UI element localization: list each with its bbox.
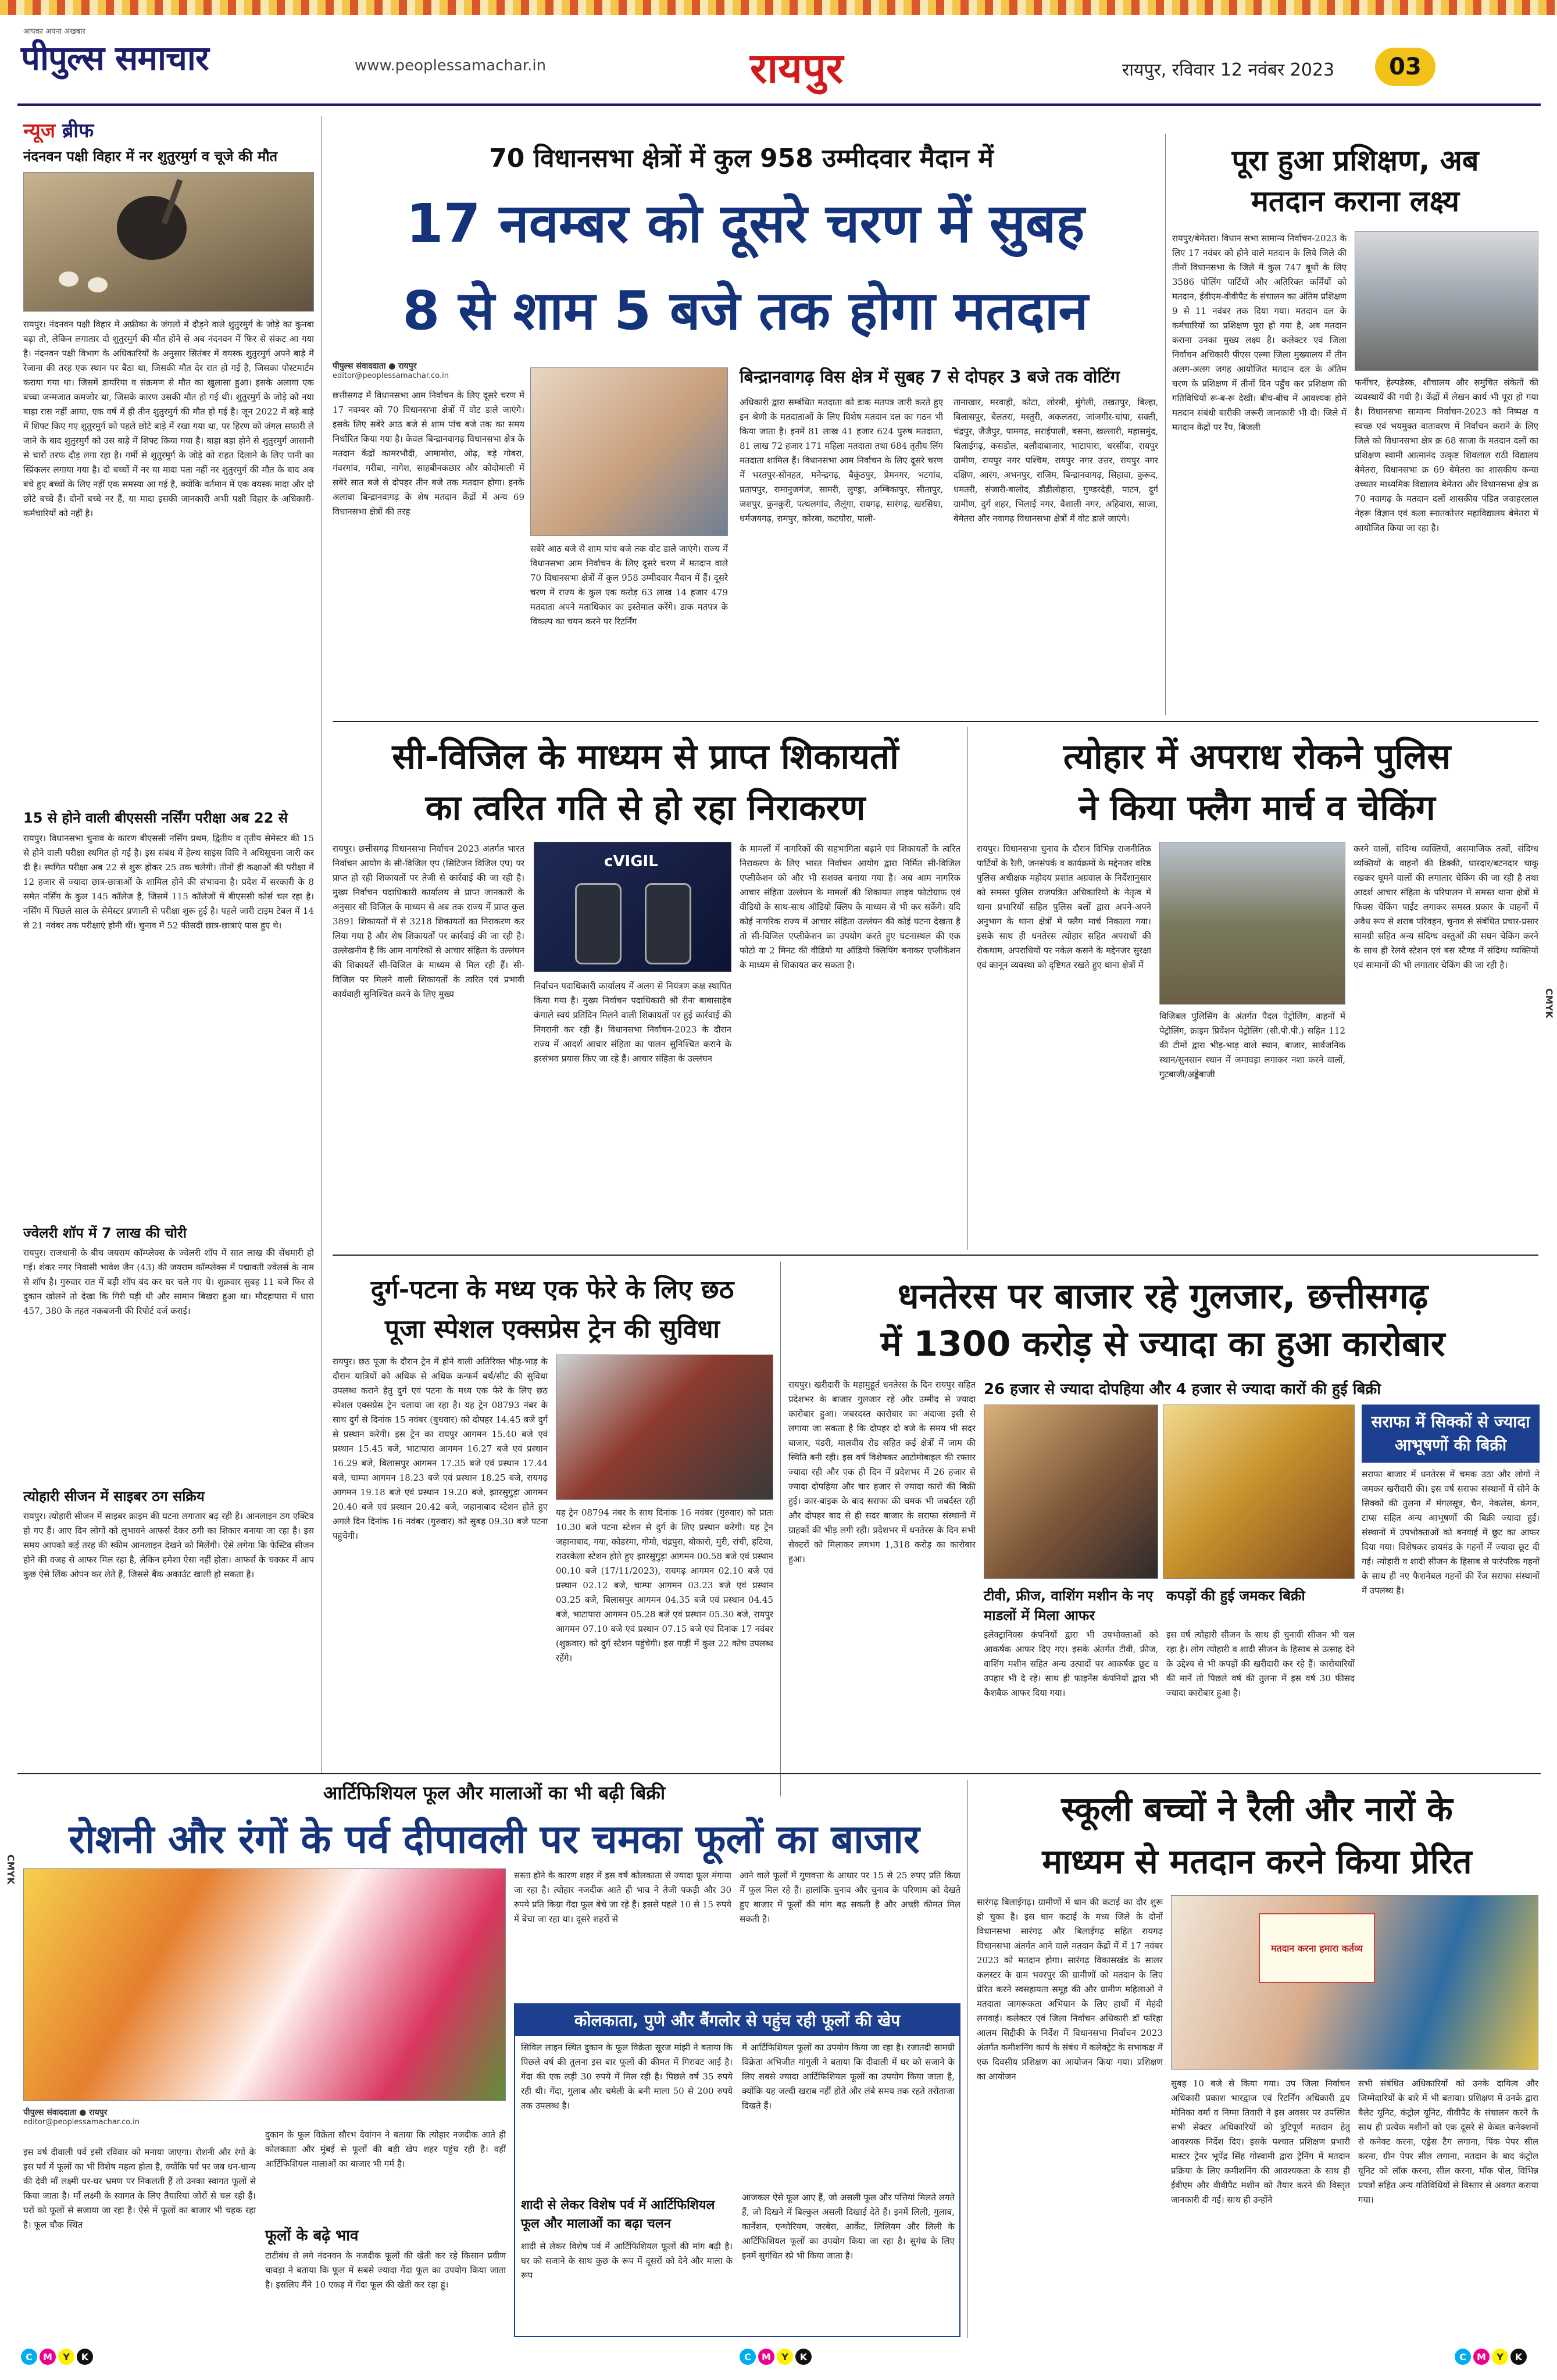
training-headline-line2: मतदान कराना लक्ष्य: [1251, 184, 1460, 218]
news-brief-column: [23, 116, 314, 1773]
lead-subhead: बिन्द्रानवागढ़ विस क्षेत्र में सुबह 7 से दोपहर 3 बजे तक वोटिंग: [740, 367, 1120, 387]
lead-divider: [1165, 134, 1166, 715]
news-brief-label: न्यूज ब्रीफ: [23, 119, 94, 142]
lead-headline-line2: 8 से शाम 5 बजे तक होगा मतदान: [402, 280, 1088, 342]
cvigil-col-1: रायपुर। छत्तीसगढ़ विधानसभा निर्वाचन 2023 अंतर्गत भारत निर्वाचन आयोग के सी-विजिल एप (सिटिजन विजिल एप) पर प्राप्त हो रही शिकायतों पर तेजी से कार्रवाई की जा रही है। मुख्य निर्वाचन पदाधिकारी कार्यालय से प्राप्त जानकारी के अनुसार सी विजिल के माध्यम से अब तक राज्य में प्राप्त कुल 3891 शिकायतों में से 3218 शिकायतों का निराकरण कर लिया गया है और शेष शिकायतों पर कार्रवाई की जा रही है। उल्लेखनीय है कि आम नागरिकों से आचार संहिता के उल्लंघन की शिकायतें सी-विजिल के माध्यम से मिल रही हैं। सी-विजिल पर मिलने वाली शिकायतों के त्वरित एवं प्रभावी कार्यवाही सुनिश्चित करने के लिए मुख्य: [333, 844, 524, 999]
sarafa-box-body: सराफा बाजार में धनतेरस में चमक उठा और लोगों ने जमकर खरीदारी की। इस वर्ष सराफा संस्थानों में सोने के सिक्कों की तुलना में मंगलसूत्र, चैन, नेकलेस, कंगन, टाप्स सहित अन्य आभूषणों की बिक्री ज्यादा हुई। संस्थानों में उपभोक्ताओं को बनवाई में छूट का आफर दिया गया। विशेषकर डायमंड के गहनों में ज्यादा छूट दी गई। त्योहारी व शादी सीजन के हिसाब से पारंपरिक गहनों के साथ ही नए फैशनेबल गहनों की रेंज सराफा संस्थानों में उपलब्ध है।: [1362, 1469, 1540, 1596]
flagmarch-headline-line1: त्योहार में अपराध रोकने पुलिस: [1063, 737, 1451, 777]
brief-divider: [321, 116, 322, 1773]
rally-col-1: सारंगढ़ बिलाईगढ़। ग्रामीणों में धान की कटाई का दौर शुरू हो चुका है। इस धान कटाई के मध्य जिले के दोनों विधानसभा सारंगढ़ और बिलाईगढ़ सहित रायगढ़ विधानसभा अंतर्गत आने वाले मतदान केंद्रों में में 17 नवंबर 2023 को मतदान होगा। सारंगढ़ विकासखंड के सालर कलस्टर के ग्राम भवरपुर की ग्रामीणों को मतदान के लिए प्रेरित करने स्वसहायता समूह की और ग्रामीण महिलाओं ने मतदाता जागरूकता अभियान के लिए हाथों में मेहंदी लगवाई। कलेक्टर एवं जिला निर्वाचन अधिकारी डॉ फरिहा आलम सिद्दीकी के निर्देश में विधानसभा निर्वाचन 2023 अंतर्गत कमीशनिंग कार्य के संबंध में कलेक्ट्रेट के सभाकक्ष में एक दिवसीय प्रशिक्षण का आयोजन किया गया। प्रशिक्षण का आयोजन: [977, 1897, 1163, 2082]
lead-col-3: अधिकारी द्वारा सम्बंधित मतदाता को डाक मतपत्र जारी करते हुए इन श्रेणी के मतदाताओं के लिए विशेष मतदान दल का गठन भी किया जाता है। इनमें 81 लाख 41 हजार 624 पुरुष मतदाता, 81 लाख 72 हजार 171 महिला मतदाता तथा 684 तृतीय लिंग मतदाता शामिल हैं। विधानसभा आम निर्वाचन के लिए दूसरे चरण में भरतपुर-सोनहत, मनेन्द्रगढ़, बैकुंठपुर, प्रेमनगर, भटगांव, प्रतापपुर, रामानुजगंज, सामरी, लुण्ड्रा, अम्बिकापुर, सीतापुर, जशपुर, कुनकुरी, पत्थलगांव, लैलूंगा, रायगढ़, सारंगढ़, खरसिया, धर्मजयगढ़, रामपुर, कोरबा, कटघोरा, पाली-: [740, 397, 943, 524]
flowers-col-1: इस वर्ष दीवाली पर्व इसी रविवार को मनाया जाएगा। रोशनी और रंगों के इस पर्व में फूलों का भी विशेष महत्व होता है, क्योंकि पर्व पर जब धन-धान्य की देवी माँ लक्ष्मी घर-घर भ्रमण पर निकलती हैं तो उनका स्वागत फूलों से किया जाता है। माँ लक्ष्मी के स्वागत के लिए तैयारियां जोरों से चल रही हैं। घरों को फूलों से सजाया जा रहा है। ऐसे में फूलों का बाजार भी चहक रहा है। फूल चौक स्थित: [23, 2147, 256, 2230]
brief-4-title: त्योहारी सीजन में साइबर ठग सक्रिय: [23, 1488, 205, 1505]
flower-market-photo: [23, 1868, 506, 2101]
train-divider: [780, 1262, 781, 1796]
lead-headline-line1: 17 नवम्बर को दूसरे चरण में सुबह: [406, 192, 1085, 255]
flowers-box-col-1b: शादी से लेकर विशेष पर्व में आर्टिफिशियल फूलों की मांग बढ़ी है। घर को सजाने के साथ कुछ के रूप में दूसरों को देने और माला के रूप: [521, 2241, 733, 2281]
flowers-byline: पीपुल्स संवाददाता ● रायपुर: [23, 2108, 108, 2117]
voting-finger-photo: [530, 367, 728, 536]
lead-email[interactable]: editor@peoplessamachar.co.in: [333, 371, 449, 380]
flowers-col-4: आने वाले फूलों में गुणवत्ता के आधार पर 15 से 25 रुपए प्रति किग्रा में फूल मिल रहे हैं। हालांकि चुनाव और चुनाव के परिणाम को देखते हुए बाजार में फूलों की मांग बढ़ सकती है और अच्छी कीमत मिल सकती है।: [740, 1870, 960, 1924]
flowers-box-title: कोलकाता, पुणे और बैंगलोर से पहुंच रही फूलों की खेप: [515, 2004, 959, 2036]
cvigil-divider: [967, 727, 968, 1250]
top-decor-strip: [0, 0, 1557, 15]
dhanteras-headline-line2: में 1300 करोड़ से ज्यादा का हुआ कारोबार: [880, 1324, 1445, 1364]
city-edition: रायपुर: [750, 44, 844, 92]
footer-registration-center: C M Y K: [738, 2349, 813, 2365]
side-registration-right: CMYK: [1544, 988, 1555, 1019]
cvigil-headline-line1: सी-विजिल के माध्यम से प्राप्त शिकायतों: [392, 737, 899, 777]
masthead-rule: [17, 103, 1541, 106]
footer-registration-left: C M Y K: [20, 2349, 94, 2365]
lead-byline: पीपुल्स संवाददाता ● रायपुर: [333, 362, 417, 371]
rally-headline-line2: माध्यम से मतदान करने किया प्रेरित: [1042, 1842, 1472, 1881]
brief-1-body: रायपुर। नंदनवन पक्षी विहार में अफ्रीका के जंगलों में दौड़ने वाले शुतुरमुर्ग के जोड़े का कुनबा बढ़ा तो, लेकिन लगातार दो शुतुरमुर्ग की मौत होने से अब नंदनवन में फिर से संकट आ गया है। नंदनवन पक्षी विभाग के अधिकारियों के अनुसार सितंबर में वयस्क शुतुरमुर्ग अपने बाड़े में रेजाना की तरह एक स्थान पर बैठा था, जिसकी मौत देर रात हो गई है, जिसका पोस्टमार्टम कराया गया था। जिसमें डायरिया व संक्रमण से मौत का खुलासा हुआ। इसके अलावा एक बच्चा जन्मजात कमजोर था, जिसके कारण उसकी मौत हो गई थी। शुतुरमुर्ग के जोड़े को नया बाड़ा रास नहीं आया, एक वर्ष में ही तीन शुतुरमुर्ग की मौत हो गई है। जून 2022 में बड़े बाड़े में शिफ्ट किए गए शुतुरमुर्ग को पहले छोटे बाड़े में रखा गया था, पर हिरण को जंगल सफारी ले जाने के बाद शुतुरमुर्ग को उस बाड़े में शिफ्ट किया गया है। बाड़ा बड़ा होने से शुतुरमुर्ग आसानी से चारों तरफ दौड़ लगा रहा है। गर्मी से शुतुरमुर्ग के जोड़े को राहत दिलाने के लिए पानी का स्प्रिंकलर लगाया गया है। दो बच्चों में नर या मादा पता नहीं नर शुतुरमुर्ग की मौत के बाद अब बचे हुए बच्चों के लिए नहीं एक समस्या आ गई है, क्योंकि वर्तमान में एक वयस्क मादा और दो छोटे बच्चे हैं। दोनों बच्चे नर हैं, या मादा इसकी जानकारी अभी पक्षी विहार के अधिकारी-कर्मचारियों को नहीं है।: [23, 319, 314, 519]
side-registration-left: CMYK: [5, 1854, 16, 1885]
flowers-box-subhead: शादी से लेकर विशेष पर्व में आर्टिफिशियल फूल और मालाओं का बढ़ा चलन: [521, 2198, 715, 2231]
flowers-byline-box: [23, 2107, 233, 2127]
flowers-col-3: सस्ता होने के कारण शहर में इस वर्ष कोलकाता से ज्यादा फूल मंगाया जा रहा है। त्योहार नजदीक आते ही भाव ने तेजी पकड़ी और 30 रुपये प्रति किग्रा गेंदा फूल बेचे जा रहे हैं। इससे पहले 10 से 15 रुपये में बेचा जा रहा था। दूसरे शहरों से: [514, 1870, 731, 1924]
jewellery-shop-photo: [1163, 1405, 1355, 1579]
section-rule-3: [17, 1773, 1541, 1774]
flagmarch-col-1: रायपुर। विधानसभा चुनाव के दौरान विभिन्न राजनीतिक पार्टियों के रैली, जनसंपर्क व कार्यक्रमों के मद्देनजर वरिष्ठ पुलिस अधीक्षक महोदय प्रशांत अग्रवाल के निर्देशानुसार को समस्त पुलिस राजपत्रित अधिकारियों के नेतृत्व में थाना प्रभारियों सहित पुलिस बलों द्वारा अपने-अपने अनुभाग के थाना क्षेत्रों में फ्लैग मार्च निकाला गया। इसके साथ ही धनतेरस त्योहार सहित अपराधों की रोकथाम, अपराधियों पर नकेल कसने के मद्देनजर सुरक्षा एवं कानून व्यवस्था को दृष्टिगत रखते हुए थाना क्षेत्रों में: [977, 844, 1151, 970]
flowers-box-col-2b: आजकल ऐसे फूल आए हैं, जो असली फूल और पत्तियां मिलते लगते हैं, जो दिखने में बिल्कुल असली दिखाई देते हैं। इनमें लिली, गुलाब, कार्नेशन, एन्थोरियम, जरबेरा, आर्केट, लिलियम और लिली के आर्टिफिशियल फूलों का उपयोग किया जा रहा है। सुगंध के लिए इनमें सुगंधित स्प्रे भी किया जाता है।: [742, 2192, 955, 2261]
brief-3-body: रायपुर। राजधानी के बीच जयराम कॉम्प्लेक्स के ज्वेलरी शॉप में सात लाख की सेंधमारी हो गई। शंकर नगर निवासी भावेश जैन (43) की जयराम कॉम्प्लेक्स में पद्मावती ज्वेलर्स के नाम से शॉप है। गुरुवार रात में बड़ी शॉप बंद कर घर चले गए थे। शुक्रवार सुबह 11 बजे फिर से दुकान खोलने तो देखा कि गिरी पड़ी थी और सामान बिखरा हुआ था। मौदहापारा में धारा 457, 380 के तहत नकबजनी की रिपोर्ट दर्ज कराई।: [23, 1248, 314, 1316]
brief-4-body: रायपुर। त्योहारी सीजन में साइबर क्राइम की घटना लगातार बढ़ रही है। आनलाइन ठग एक्टिव हो गए हैं। आए दिन लोगों को लुभावने आफर्स देकर ठगी का शिकार बनाया जा रहा है। इस समय आपको कई तरह की स्कीम आनलाइन देखने को मिलेंगी। ऐसे लगेगा कि फेस्टिव सीजन होने की वजह से आफर मिल रहा है, लेकिन हमेशा ऐसा नहीं होता। आफर्स के चक्कर में आप कुछ ऐसे लिंक ओपन कर लेते हैं, जिससे बैंक अकाउंट खाली हो सकता है।: [23, 1511, 314, 1579]
flowers-box-col-1: सिविल लाइन स्थित दुकान के फूल विक्रेता सूरज मांझी ने बताया कि पिछले वर्ष की तुलना इस बार फूलों की कीमत में गिरावट आई है। गेंदा की एक लड़ी 30 रुपये में मिल रही है। पिछले वर्ष 35 रुपये रही थी। गेंदा, गुलाब और चमेली के बनी माला 50 से 200 रुपये तक उपलब्ध है।: [521, 2042, 733, 2111]
rally-headline-line1: स्कूली बच्चों ने रैली और नारों के: [1061, 1789, 1453, 1829]
flowers-sourcing-box: [514, 2003, 960, 2337]
tv-offer-title: टीवी, फ्रीज, वाशिंग मशीन के नए माडलों में मिला आफर: [984, 1588, 1154, 1624]
training-hall-photo: [1355, 231, 1538, 371]
students-rally-photo: [1171, 1895, 1538, 2070]
train-headline-line2: पूजा स्पेशल एक्सप्रेस ट्रेन की सुविधा: [385, 1314, 720, 1344]
flowers-email[interactable]: editor@peoplessamachar.co.in: [23, 2118, 140, 2127]
flowers-box-col-2: में आर्टिफिशियल फूलों का उपयोग किया जा रहा है। रजातदी सामग्री विक्रेता अभिजीत गांगुली ने बताया कि दीवाली में घर को सजाने के लिए सबसे ज्यादा आर्टिफिशियल फूलों का उपयोग किया जाता है, क्योंकि यह जल्दी खराब नहीं होते और लंबे समय तक रहते तरोताजा दिखते हैं।: [742, 2042, 955, 2111]
lead-col-4: तानाखार, मरवाही, कोटा, लोरमी, मुंगेली, तखतपुर, बिल्हा, बिलासपुर, बेलतरा, मस्तुरी, अकलतरा, जांजगीर-चांपा, सक्ती, चंद्रपुर, जैजैपुर, पामगढ़, सराईपाली, बसना, खल्लारी, महासमुंद, बिलाईगढ़, कसडोल, बलौदाबाजार, भाटापारा, धरसींवा, रायपुर ग्रामीण, रायपुर नगर पश्चिम, रायपुर नगर उत्तर, रायपुर नगर दक्षिण, आरंग, अभनपुर, राजिम, बिन्द्रानवागढ़, सिहावा, कुरूद, धमतरी, संजारी-बालोद, डौंडीलोहारा, गुण्डरदेही, पाटन, दुर्ग ग्रामीण, दुर्ग शहर, भिलाई नगर, वैशाली नगर, अहिवारा, साजा, बेमेतरा और नवागढ़ विधानसभा क्षेत्रों में वोट डाले जाएंगे।: [954, 397, 1158, 524]
footer-registration-right: C M Y K: [1454, 2349, 1528, 2365]
train-col-1: रायपुर। छठ पूजा के दौरान ट्रेन में होने वाली अतिरिक्त भीड़-भाड़ के दौरान यात्रियों को अधिक से अधिक कन्फर्म बर्थ/सीट की सुविधा उपलब्ध कराने हेतु दुर्ग एवं पटना के मध्य एक फेरे के लिए छठ स्पेशल एक्सप्रेस ट्रेन चलाया जा रहा है। यह ट्रेन 08793 नंबर के साथ दुर्ग से दिनांक 15 नवंबर (बुधवार) को दोपहर 14.45 बजे दुर्ग से प्रस्थान करेगी। इस ट्रेन का रायपुर आगमन 15.40 बजे एवं प्रस्थान 15.45 बजे, भाटापारा आगमन 16.27 बजे एवं प्रस्थान 16.29 बजे, बिलासपुर आगमन 17.35 बजे एवं प्रस्थान 17.44 बजे, चाम्पा आगमन 18.23 बजे एवं प्रस्थान 18.25 बजे, रायगढ़ आगमन 19.18 बजे एवं प्रस्थान 19.20 बजे, झारसुगुड़ा आगमन 20.40 बजे एवं प्रस्थान 20.42 बजे, जहानाबाद स्टेशन होते हुए अगले दिन दिनांक 16 नवंबर (गुरुवार) को सुबह 09.30 बजे पटना पहुंचेगी।: [333, 1356, 548, 1541]
dateline: रायपुर, रविवार 12 नवंबर 2023: [1122, 60, 1335, 80]
tv-offer-body: इलेक्ट्रानिक्स कंपनियों द्वारा भी उपभोक्ताओं को आकर्षक आफर दिए गए। इसके अंतर्गत टीवी, फ्रीज, वाशिंग मशीन सहित अन्य उत्पादों पर आकर्षक छूट व उपहार भी दे रहे। साथ ही फाइनेंस कंपनियों द्वारा भी कैशबैक आफर दिया गया।: [984, 1629, 1158, 1698]
flowers-headline: रोशनी और रंगों के पर्व दीपावली पर चमका फूलों का बाजार: [69, 1817, 920, 1863]
rally-col-3: सभी संबंधित अधिकारियों को उनके दायित्व और जिम्मेदारियों के बारे में भी बताया। प्रशिक्षण में उनके द्वारा बैलेट यूनिट, कंट्रोल यूनिट, वीवीपैट के संचालन करने के साथ ही प्रत्येक मशीनों को एक दूसरे से केबल कनेक्शनों से कनेक्ट करना, एड्रेस टैग लगाना, पिंक पेपर सील करना, ग्रीन पेपर सील लगाना, मतदान के बाद कंट्रोल यूनिट को लॉक करना, सील करना, मॉक पोल, विभिन्न प्रपत्रों सहित अन्य गतिविधियों से विस्तार से अवगत कराया गया।: [1358, 2078, 1538, 2205]
cvigil-col-3: के मामलों में नागरिकों की सहभागिता बढ़ाने एवं शिकायतों के त्वरित निराकरण के लिए भारत निर्वाचन आयोग द्वारा निर्मित सी-विजिल एप्लीकेशन को और भी सशक्त बनाया गया है। अब आम नागरिक आचार संहिता उल्लंघन के मामलों की शिकायत लाइव फोटोग्राफ एवं वीडियो के साथ-साथ ऑडियो क्लिप के माध्यम से भी कर सकेंगे। यदि कोई नागरिक राज्य में आचार संहिता उल्लंघन की कोई घटना देखता है तो सी-विजिल एप्लीकेशन का उपयोग करते हुए घटनास्थल की एक फोटो या 2 मिनट की वीडियो या ऑडियो क्लिपिंग बनाकर एप्लीकेशन के माध्यम से शिकायत कर सकता है।: [740, 844, 960, 970]
training-col-1: रायपुर/बेमेतरा। विधान सभा सामान्य निर्वाचन-2023 के लिए 17 नवंबर को होने वाले मतदान के लिये जिले की तीनों विधानसभा के जिले में कुल 747 बूथों के लिए 3586 पोलिंग पार्टियों और अतिरिक्त कर्मियों को मतदान, ईवीएम-वीवीपैट के संचालन का अंतिम प्रशिक्षण 9 से 11 नवंबर तक दिया गया। मतदान दल के कर्मचारियों का प्रशिक्षण पूरा हो गया है, अब मतदान कराना उनका मुख्य लक्ष्य है। कलेक्टर एवं जिला निर्वाचन अधिकारी पीएस एल्मा जिला मुख्यालय में तीन अलग-अलग जगह आयोजित मतदान दल के अंतिम चरण के प्रशिक्षण में तीनों दिन पहुँच कर प्रशिक्षण की गतिविधियों रू-ब-रू देखी। बीच-बीच में आवश्यक होने मतदान संबंधी बारीकी जरूरी जानकारी भी दी। जिले में मतदान केंद्रों पर रैंप, बिजली: [1172, 233, 1347, 433]
flagmarch-headline-line2: ने किया फ्लैग मार्च व चेकिंग: [1079, 788, 1435, 828]
brief-2-title: 15 से होने वाली बीएससी नर्सिंग परीक्षा अब 22 से: [23, 810, 288, 826]
shopper-photo: [984, 1405, 1158, 1579]
masthead: [0, 15, 1557, 102]
brief-2-body: रायपुर। विधानसभा चुनाव के कारण बीएससी नर्सिंग प्रथम, द्वितीय व तृतीय सेमेस्टर की 15 से होने वाली परीक्षा स्थगित हो गई है। इस संबंध में हेल्थ साइंस विवि ने अधिसूचना जारी कर दी है। स्थगित परीक्षा अब 22 से शुरू होकर 25 तक चलेगी। तीनों ही कक्षाओं की परीक्षा में 12 हजार से ज्यादा छात्र-छात्राओं के शामिल होने की संभावना है। प्रदेश में सरकारी के 8 समेत नर्सिंग के कुल 145 कॉलेज हैं, जिसमें 115 कॉलेजों में बीएससी कोर्स चल रहा है। नर्सिंग में पिछले साल के सेमेस्टर प्रणाली से परीक्षा शुरू हुई है। पहले जारी टाइम टेबल में 14 से 21 नवंबर तक परीक्षाएं होनी थीं। चुनाव में 52 फीसदी छात्र-छात्राएं पास हुए थे।: [23, 833, 314, 931]
cvigil-app-label: cVIGIL: [604, 853, 658, 870]
police-march-photo: [1159, 842, 1345, 1005]
dhanteras-subhead: 26 हजार से ज्यादा दोपहिया और 4 हजार से ज्यादा कारों की हुई बिक्री: [984, 1381, 1381, 1398]
brand-name: पीपुल्स समाचार: [21, 38, 209, 78]
flowers-divider: [967, 1780, 968, 2338]
sarafa-box-title: सराफा में सिक्कों से ज्यादा आभूषणों की बिक्री: [1362, 1405, 1540, 1463]
brief-1-title: नंदनवन पक्षी विहार में नर शुतुरमुर्ग व चूजे की मौत: [23, 148, 278, 165]
flowers-col-2: दुकान के फूल विक्रेता सौरभ देवांगन ने बताया कि त्योहार नजदीक आते ही कोलकाता और मुंबई से फूलों की बड़ी खेप शहर पहुंच रही है। वहीं आर्टिफिशियल मालाओं का बाजार भी गर्म है। फूलों के बढ़े भाव टाटीबंध से लगे नंदनवन के नजदीक फूलों की खेती कर रहे किसान प्रवीण चावड़ा ने बताया कि फूल में सबसे ज्यादा गेंदा फूल का उपयोग किया जाता है। इसलिए मैंने 10 एकड़ में गेंदा फूल की खेती कर रहा हूं।: [265, 2129, 506, 2290]
clothes-body: इस वर्ष त्योहारी सीजन के साथ ही चुनावी सीजन भी चल रहा है। लोग त्योहारी व शादी सीजन के हिसाब से उत्साह देने के उद्देश्य से भी कपड़ों की खरीदारी कर रहे हैं। कारोबारियों की मानें तो पिछले वर्ष की तुलना में इस वर्ष 30 फीसद ज्यादा कारोबार हुआ है।: [1166, 1629, 1355, 1698]
section-rule-1: [333, 721, 1538, 722]
lead-kicker: 70 विधानसभा क्षेत्रों में कुल 958 उम्मीदवार मैदान में: [489, 144, 994, 173]
flagmarch-col-3: करने वालों, संदिग्ध व्यक्तियों, असमाजिक तत्वों, संदिग्ध व्यक्तियों के वाहनों की डिक्की, धारदार/बटनदार चाकू रखकर घूमने वालों की लगातार चेकिंग की जा रही है तथा आदर्श आचार संहिता के परिपालन में समस्त थाना क्षेत्रों में फिक्स चेकिंग पाईंट लगाकर समस्त प्रकार के वाहनों में अवैध रूप से शराब परिवहन, चुनाव से संबंधित प्रचार-प्रसार सामग्री सहित अन्य संदिग्ध वस्तुओं की सघन चेकिंग करने के साथ ही रेलवे स्टेशन एवं बस स्टैण्ड में संदिग्ध व्यक्तियों एवं सामानों की भी लगातार चेकिंग की जा रही है।: [1354, 844, 1538, 970]
flagmarch-col-2: विजिबल पुलिसिंग के अंतर्गत पैदल पेट्रोलिंग, वाहनों में पेट्रोलिंग, क्राइम प्रिवेंशन पेट्रोलिंग (सी.पी.पी.) सहित 112 की टीमों द्वारा भीड़-भाड़ वाले स्थान, बाजार, सार्वजनिक स्थान/सुनसान स्थान में जमावड़ा लगाकर नशा करने वालों, गुटबाजी/अड्डेबाजी: [1159, 1011, 1345, 1080]
training-headline-line1: पूरा हुआ प्रशिक्षण, अब: [1231, 144, 1479, 177]
rally-col-2: सुबह 10 बजे से किया गया। उप जिला निर्वाचन अधिकारी प्रकाश भारद्वाज एवं रिटर्निंग अधिकारी द्वय मोनिका वर्मा व निग्मा तिवारी ने इस अवसर पर उपस्थित सभी सेक्टर अधिकारियों को त्रुटिपूर्ण मतदान हेतु आवश्यक निर्देश दिए। इसके पश्चात प्रशिक्षण प्रभारी मास्टर ट्रेनर भूपेंद्र सिंह गोस्वामी द्वारा ट्रेनिंग में मतदान प्रक्रिया के लिए कमीशनिंग की आवश्यकता के साथ ही ईवीएम और वीवीपैट मशीन को तैयार करने की विस्तृत जानकारी दी गई। साथ ही उन्होंने: [1171, 2078, 1350, 2205]
cvigil-app-image: [534, 842, 731, 972]
train-headline-line1: दुर्ग-पटना के मध्य एक फेरे के लिए छठ: [370, 1275, 734, 1305]
brand-tagline: आपका अपना अखबार: [23, 27, 85, 36]
rally-placard: मतदान करना हमारा कर्तव्य: [1259, 1913, 1375, 1983]
page-number: 03: [1375, 48, 1435, 86]
training-col-2: फर्नीचर, हेल्पडेस्क, शौचालय और समुचित संकेतों की व्यवस्थायें की गयी है। केंद्रों में लेखन कार्य भी पूरा हो गया है। विधानसभा सामान्य निर्वाचन-2023 को निष्पक्ष व स्वच्छ एवं भयमुक्त वातावरण में निर्वाचन कराने के लिए जिले को विधानसभा क्षेत्र क्र 68 साजा के मतदान दलों का प्रशिक्षण स्वामी आत्मानंद उत्कृष्ट शिवलाल राठी विद्यालय बेमेतरा, विधानसभा क्र 69 बेमेतरा का शासकीय कन्या उच्चतर माध्यमिक विद्यालय बेमेतरा और विधानसभा क्षेत्र क्र 70 नवागढ़ के मतदान दलों शासकीय पंडित जवाहरलाल नेहरू विज्ञान एवं कला स्नातकोत्तर महाविद्यालय बेमेतरा में आयोजित किया जा रहा है।: [1355, 377, 1538, 533]
clothes-title: कपड़ों की हुई जमकर बिक्री: [1166, 1588, 1305, 1604]
lead-col-2: सबेरे आठ बजे से शाम पांच बजे तक वोट डाले जाएंगे। राज्य में विधानसभा आम निर्वाचन के लिए दूसरे चरण में मतदान वाले 70 विधानसभा क्षेत्रों में कुल 958 उम्मीदवार मैदान में हैं। दूसरे चरण में राज्य के कुल एक करोड़ 63 लाख 14 हजार 479 मतदाता अपने मताधिकार का इस्तेमाल करेंगे। डाक मतपत्र के विकल्प का चयन करने पर रिटर्निंग: [530, 544, 728, 627]
dhanteras-headline-line1: धनतेरस पर बाजार रहे गुलजार, छत्तीसगढ़: [897, 1276, 1429, 1317]
lead-byline-box: [333, 360, 519, 380]
website-url[interactable]: www.peoplessamachar.in: [355, 57, 547, 74]
flowers-kicker: आर्टिफिशियल फूल और मालाओं का भी बढ़ी बिक्री: [323, 1782, 666, 1804]
train-col-2: यह ट्रेन 08794 नंबर के साथ दिनांक 16 नवंबर (गुरुवार) को प्रातः 10.30 बजे पटना स्टेशन से दुर्ग के लिए प्रस्थान करेगी। यह ट्रेन जहानाबाद, गया, कोडरमा, गोमो, चंद्रपुरा, बोकारो, मुरी, रांची, हटिया, राउरकेला स्टेशन होते हुए झारसुगुड़ा आगमन 00.58 बजे एवं प्रस्थान 00.10 बजे (17/11/2023), रायगढ़ आगमन 02.10 बजे एवं प्रस्थान 02.12 बजे, चाम्पा आगमन 03.23 बजे एवं प्रस्थान 03.25 बजे, बिलासपुर आगमन 04.35 बजे एवं प्रस्थान 04.45 बजे, भाटापारा आगमन 05.28 बजे एवं प्रस्थान 05.30 बजे, रायपुर आगमन 07.10 बजे एवं प्रस्थान 07.15 बजे एवं दिनांक 17 नवंबर (शुक्रवार) को दुर्ग स्टेशन पहुंचेगी। इस गाड़ी में कुल 22 कोच उपलब्ध रहेंगे।: [556, 1507, 773, 1663]
dhanteras-col-1: रायपुर। खरीदारी के महामुहूर्त धनतेरस के दिन रायपुर सहित प्रदेशभर के बाजार गुलजार रहे और उम्मीद से ज्यादा कारोबार हुआ। जबरदस्त कारोबार का अंदाजा इसी से लगाया जा सकता है कि दोपहर दो बजे के समय भी सदर बाजार, पंडरी, मालवीय रोड सहित कई क्षेत्रों में जाम की स्थिति बनी रही। इस वर्ष विशेषकर आटोमोबाइल की रफ्तार ज्यादा रही और एक ही दिन में प्रदेशभर में 26 हजार से ज्यादा दोपहिया और चार हजार से ज्यादा कारों की बिक्री हुई। कार-बाइक के बाद सराफा की चमक भी जबर्दस्त रही और दोपहर बाद से ही सदर बाजार के सराफा संस्थानों में ग्राहकों की भीड़ लगी रही। प्रदेशभर में धनतेरस के दिन सभी सेक्टरों को मिलाकर लगभग 1,318 करोड़ का कारोबार हुआ।: [788, 1380, 976, 1564]
train-photo: [556, 1355, 773, 1500]
cvigil-headline-line2: का त्वरित गति से हो रहा निराकरण: [425, 788, 866, 828]
brand-logo: [21, 26, 347, 78]
lead-col-1: छत्तीसगढ़ में विधानसभा आम निर्वाचन के लिए दूसरे चरण में 17 नवम्बर को 70 विधानसभा क्षेत्रों में वोट डाले जाएंगे। इसके लिए सबेरे आठ बजे से शाम पांच बजे तक का समय निर्धारित किया गया है। केवल बिन्द्रानवागढ़ विधानसभा क्षेत्र के मतदान केंद्रों कामरभौदी, आमामोरा, ओढ़, बड़े गोबरा, गंवरगांव, गरीबा, नागेश, साहबीनकछार और कोदोमाली में सबेरे सात बजे से दोपहर तीन बजे तक मतदान होगा। इनके अलावा बिन्द्रानवागढ़ के शेष मतदान केंद्रों में अन्य 69 विधानसभा क्षेत्रों की तरह: [333, 390, 524, 517]
brief-3-title: ज्वेलरी शॉप में 7 लाख की चोरी: [23, 1225, 187, 1241]
section-rule-2: [333, 1255, 1538, 1256]
sarafa-box: [1362, 1405, 1540, 1796]
cvigil-col-2: निर्वाचन पदाधिकारी कार्यालय में अलग से नियंत्रण कक्ष स्थापित किया गया है। मुख्य निर्वाचन पदाधिकारी श्री रीना बाबासाहेब कंगाले स्वयं प्रतिदिन मिलने वाली शिकायतों पर हुई कार्रवाई की निगरानी कर रही हैं। विधानसभा निर्वाचन-2023 के दौरान राज्य में आदर्श आचार संहिता का पालन सुनिश्चित कराने के हरसंभव प्रयास किए जा रहे हैं। आचार संहिता के उल्लंघन: [534, 981, 731, 1064]
ostrich-photo: [23, 172, 314, 312]
flowers-price-subhead: फूलों के बढ़े भाव: [265, 2227, 359, 2245]
